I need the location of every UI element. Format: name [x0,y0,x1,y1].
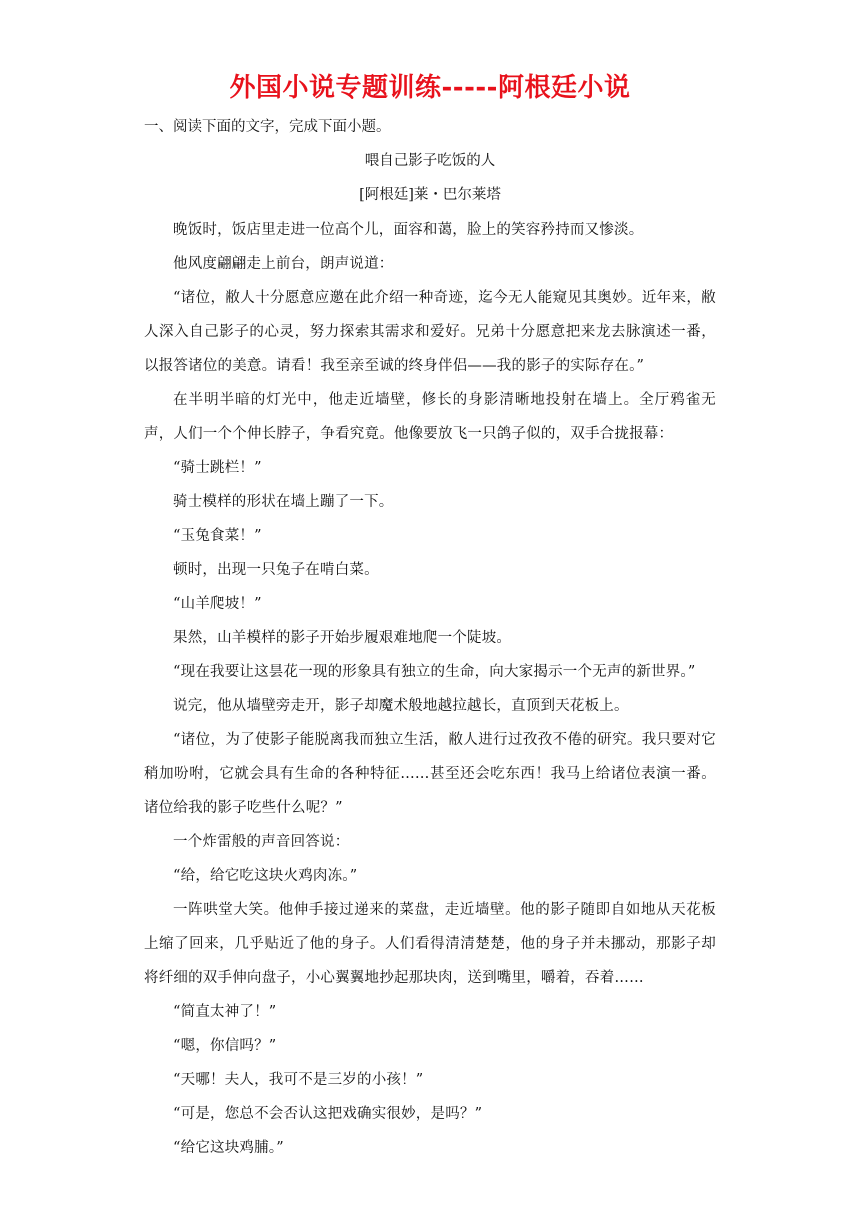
story-paragraph: “现在我要让这昙花一现的形象具有独立的生命，向大家揭示一个无声的新世界。” [173,664,696,680]
story-paragraph: “天哪！夫人，我可不是三岁的小孩！” [173,1072,424,1088]
document-title: 外国小说专题训练-----阿根廷小说 [229,73,631,103]
story-paragraph: “山羊爬坡！” [173,596,262,612]
story-paragraph: 顿时，出现一只兔子在啃白菜。 [173,562,379,578]
story-paragraph: 晚饭时，饭店里走进一位高个儿，面容和蔼，脸上的笑容矜持而又惨淡。 [173,222,644,238]
story-paragraph: “诸位，为了使影子能脱离我而独立生活，敝人进行过孜孜不倦的研究。我只要对它稍加吩咐，它就会具有生命的各种特征……甚至还会吃东西！我马上给诸位表演一番。诸位给我的影子吃些什么呢？” [144,732,716,816]
story-paragraph: “玉兔食菜！” [173,528,262,544]
story-paragraph: “诸位，敝人十分愿意应邀在此介绍一种奇迹，迄今无人能窥见其奥妙。近年来，敝人深入自己影子的心灵，努力探索其需求和爱好。兄弟十分愿意把来龙去脉演述一番，以报答诸位的美意。请看！我至亲至诚的终身伴侣——我的影子的实际存在。” [144,290,716,374]
story-title: 喂自己影子吃饭的人 [364,153,496,169]
story-paragraph: “可是，您总不会否认这把戏确实很妙，是吗？” [173,1106,483,1122]
story-paragraph: 一阵哄堂大笑。他伸手接过递来的菜盘，走近墙壁。他的影子随即自如地从天花板上缩了回来，几乎贴近了他的身子。人们看得清清楚楚，他的身子并未挪动，那影子却将纤细的双手伸向盘子，小心翼翼地抄起那块肉，送到嘴里，嚼着，吞着…… [144,902,716,986]
story-paragraph: “嗯，你信吗？” [173,1038,277,1054]
story-paragraph: 果然，山羊模样的影子开始步履艰难地爬一个陡坡。 [173,630,512,646]
story-author: [阿根廷]莱・巴尔莱塔 [359,187,501,203]
story-paragraph: 他风度翩翩走上前台，朗声说道： [173,256,394,272]
story-paragraph: “简直太神了！” [173,1004,277,1020]
story-body [144,213,716,1165]
story-paragraph: “给它这块鸡脯。” [173,1140,284,1156]
section-heading: 一、阅读下面的文字，完成下面小题。 [144,119,391,135]
story-paragraph: 说完，他从墙壁旁走开，影子却魔术般地越拉越长，直顶到天花板上。 [173,698,629,714]
story-paragraph: “骑士跳栏！” [173,460,262,476]
story-paragraph: “给，给它吃这块火鸡肉冻。” [173,868,358,884]
story-paragraph: 在半明半暗的灯光中，他走近墙壁，修长的身影清晰地投射在墙上。全厅鸦雀无声，人们一个个伸长脖子，争看究竟。他像要放飞一只鸽子似的，双手合拢报幕： [144,392,716,442]
story-paragraph: 骑士模样的形状在墙上蹦了一下。 [173,494,394,510]
story-paragraph: 一个炸雷般的声音回答说： [173,834,350,850]
